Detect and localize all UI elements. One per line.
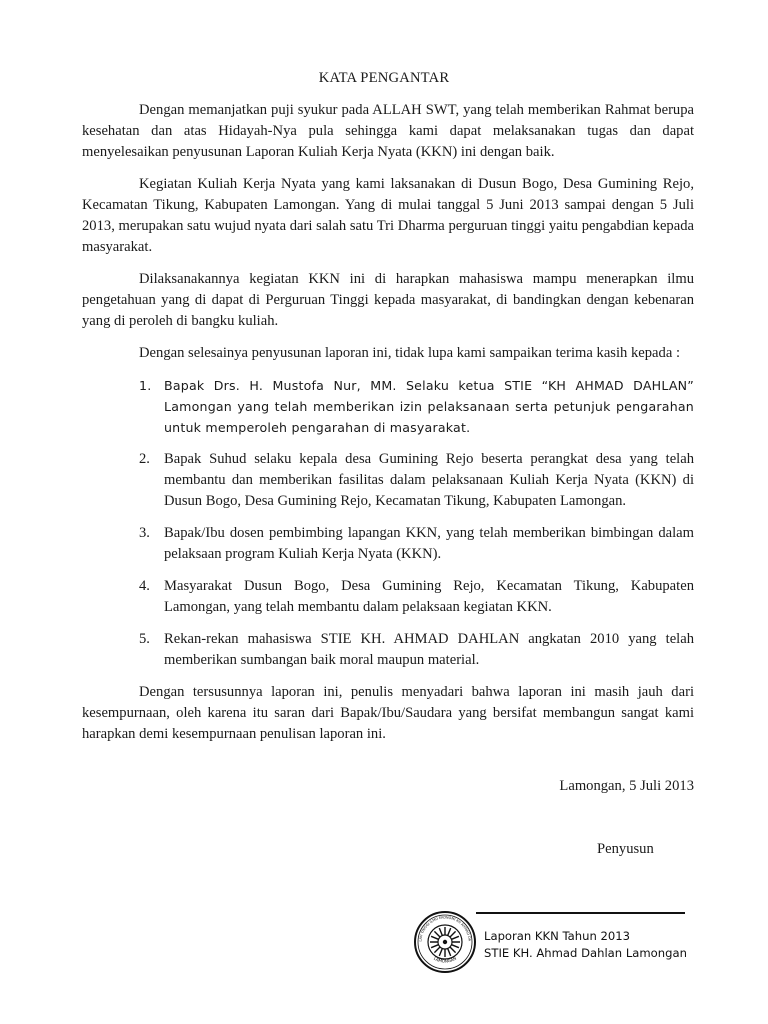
list-item-number: 4. bbox=[139, 578, 150, 594]
list-item bbox=[82, 629, 694, 671]
footer-line-institution: STIE KH. Ahmad Dahlan Lamongan bbox=[484, 946, 687, 960]
footer-divider bbox=[476, 912, 685, 914]
seal-bottom-text: LAMONGAN bbox=[432, 955, 458, 964]
paragraph-closing: Dengan tersusunnya laporan ini, penulis menyadari bahwa laporan ini masih jauh dari kesempurnaan, oleh karena itu saran dari Bapak/Ibu/Saudara yang bersifat membangun sangat kami harapkan demi kesempurnaan penulisan laporan ini. bbox=[82, 684, 694, 742]
paragraph-purpose: Dilaksanakannya kegiatan KKN ini di harapkan mahasiswa mampu menerapkan ilmu pengetahuan yang di dapat di Perguruan Tinggi kepada masyarakat, di bandingkan dengan kebenaran yang di peroleh di bangku kuliah. bbox=[82, 271, 694, 329]
list-item bbox=[82, 449, 694, 512]
page-title: KATA PENGANTAR bbox=[318, 70, 450, 86]
document-body bbox=[82, 100, 694, 745]
institution-seal-icon bbox=[413, 910, 477, 974]
list-item-text: Masyarakat Dusun Bogo, Desa Gumining Rejo, Kecamatan Tikung, Kabupaten Lamongan, yang telah membantu dalam pelaksaan kegiatan KKN. bbox=[164, 578, 694, 615]
paragraph-activity: Kegiatan Kuliah Kerja Nyata yang kami laksanakan di Dusun Bogo, Desa Gumining Rejo, Kecamatan Tikung, Kabupaten Lamongan. Yang di mulai tanggal 5 Juni 2013 sampai dengan 5 Juli 2013, merupakan satu wujud nyata dari salah satu Tri Dharma perguruan tinggi yaitu pengabdian kepada masyarakat. bbox=[82, 176, 694, 255]
signer-label: Penyusun bbox=[597, 841, 654, 857]
list-item-number: 1. bbox=[139, 378, 152, 393]
list-item-text: Bapak Drs. H. Mustofa Nur, MM. Selaku ketua STIE “KH AHMAD DAHLAN” Lamongan yang telah memberikan izin pelaksanaan serta petunjuk pengarahan untuk memperoleh pengarahan di masyarakat. bbox=[164, 378, 694, 435]
footer-line-report: Laporan KKN Tahun 2013 bbox=[484, 929, 630, 943]
footer-caption bbox=[484, 928, 687, 962]
thanks-list bbox=[82, 375, 694, 671]
list-item bbox=[82, 523, 694, 565]
list-item bbox=[82, 576, 694, 618]
seal-top-text: LAH TINGGI ILMU EKONOMI KH AHMAD DA bbox=[418, 915, 472, 942]
list-item-number: 2. bbox=[139, 451, 150, 467]
list-item-number: 5. bbox=[139, 631, 150, 647]
list-item-text: Bapak Suhud selaku kepala desa Gumining Rejo beserta perangkat desa yang telah membantu dan memberikan fasilitas dalam pelaksanaan Kuliah Kerja Nyata (KKN) di Dusun Bogo, Desa Gumining Rejo, Kecamatan Tikung, Kabupaten Lamongan. bbox=[164, 451, 694, 509]
place-date: Lamongan, 5 Juli 2013 bbox=[559, 778, 694, 794]
list-item-text: Rekan-rekan mahasiswa STIE KH. AHMAD DAHLAN angkatan 2010 yang telah memberikan sumbangan baik moral maupun material. bbox=[164, 631, 694, 668]
list-item bbox=[82, 375, 694, 438]
paragraph-opening: Dengan memanjatkan puji syukur pada ALLAH SWT, yang telah memberikan Rahmat berupa kesehatan dan atas Hidayah-Nya pula sehingga kami dapat melaksanakan tugas dan dapat menyelesaikan penyusunan Laporan Kuliah Kerja Nyata (KKN) ini dengan baik. bbox=[82, 102, 694, 160]
paragraph-thanks-intro: Dengan selesainya penyusunan laporan ini, tidak lupa kami sampaikan terima kasih kepada : bbox=[139, 345, 681, 361]
list-item-number: 3. bbox=[139, 525, 150, 541]
list-item-text: Bapak/Ibu dosen pembimbing lapangan KKN, yang telah memberikan bimbingan dalam pelaksaan program Kuliah Kerja Nyata (KKN). bbox=[164, 525, 694, 562]
